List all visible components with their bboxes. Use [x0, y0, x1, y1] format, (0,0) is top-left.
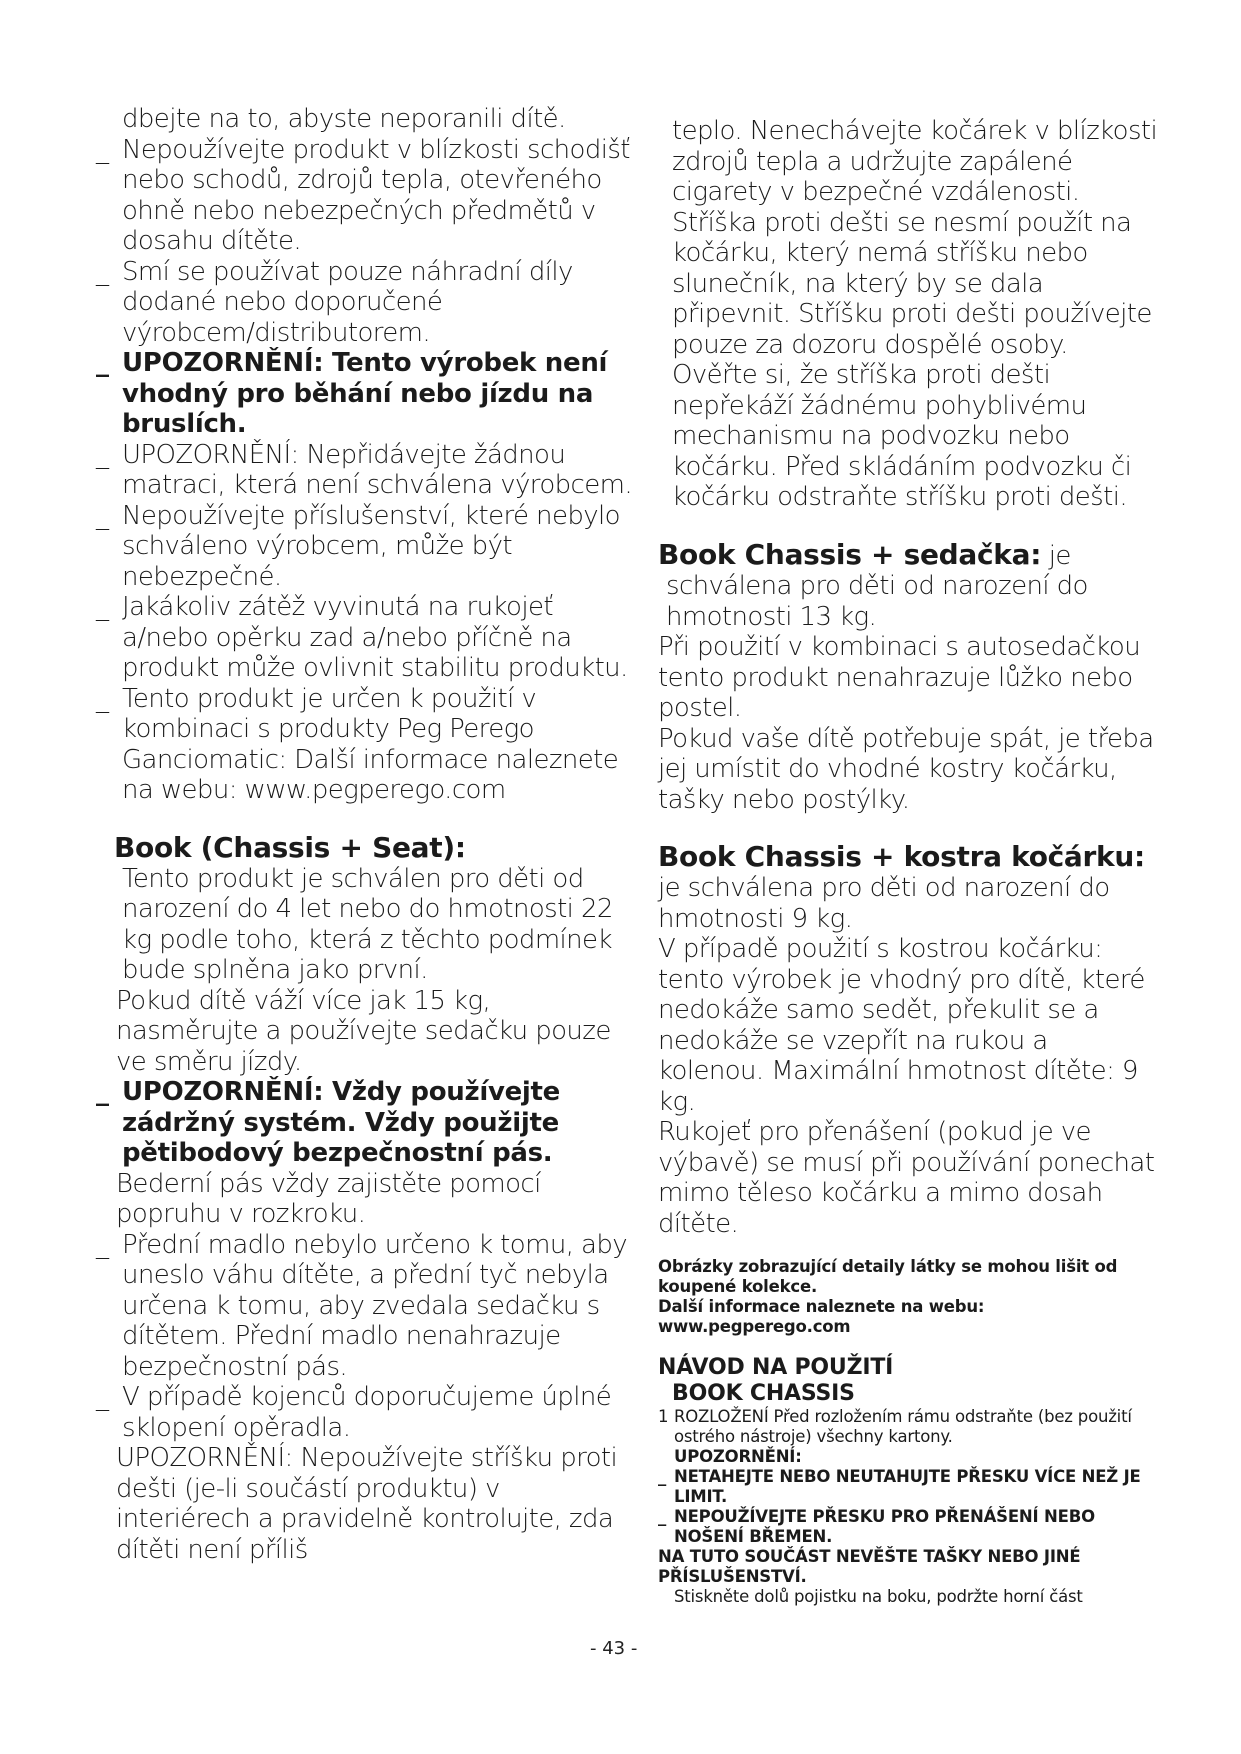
note: Další informace naleznete na webu: www.pegperego.com: [658, 1297, 985, 1336]
warning-label: UPOZORNĚNÍ:: [674, 1447, 802, 1466]
paragraph: je schválena pro děti od narození do hmotnosti 9 kg.: [658, 873, 1110, 934]
bullet-item: _ Přední madlo nebylo určeno k tomu, aby uneslo váhu dítěte, a přední tyč nebyla určena k tomu, aby zvedala sedačku s dítětem. Přední madlo nenahrazuje bezpečnostní pás.: [96, 1229, 628, 1382]
step-item: 1 ROZLOŽENÍ Před rozložením rámu odstraňte (bez použití ostrého nástroje) všechny kartony.: [658, 1407, 1132, 1446]
paragraph: Rukojeť pro přenášení (pokud je ve výbavě) se musí při používání ponechat mimo těleso kočárku a mimo dosah dítěte.: [658, 1117, 1155, 1239]
section-heading: Book Chassis + kostra kočárku:: [658, 840, 1145, 873]
bullet-item: _ Smí se používat pouze náhradní díly dodané nebo doporučené výrobcem/distributorem.: [96, 256, 573, 348]
bullet-item: _ Nepoužívejte příslušenství, které nebylo schváleno výrobcem, může být nebezpečné.: [96, 500, 620, 592]
paragraph: teplo. Nenechávejte kočárek v blízkosti zdrojů tepla a udržujte zapálené cigarety v bezpečné vzdálenosti. Stříška proti dešti se nesmí použít na kočárku, který nemá stříšku nebo slunečník, na který by se dala připevnit. Stříšku proti dešti používejte pouze za dozoru dospělé osoby. Ověřte si, že stříška proti dešti nepřekáží žádnému pohyblivému mechanismu na podvozku nebo kočárku. Před skládáním podvozku či kočárku odstraňte stříšku proti dešti.: [672, 116, 1158, 512]
warning-item: _ NETAHEJTE NEBO NEUTAHUJTE PŘESKU VÍCE NEŽ JE LIMIT.: [658, 1467, 1141, 1506]
warning-bullet: _ UPOZORNĚNÍ: Tento výrobek není vhodný pro běhání nebo jízdu na bruslích.: [96, 348, 608, 439]
paragraph: schválena pro děti od narození do hmotnosti 13 kg.: [666, 571, 1088, 632]
bullet-item: _ Jakákoliv zátěž vyvinutá na rukojeť a/nebo opěrku zad a/nebo příčně na produkt může ovlivnit stabilitu produktu.: [96, 592, 628, 683]
warning-item: NA TUTO SOUČÁST NEVĚŠTE TAŠKY NEBO JINÉ PŘÍSLUŠENSTVÍ.: [658, 1547, 1081, 1586]
section-heading: Book Chassis + sedačka: je: [658, 537, 1071, 571]
bullet-item: _ V případě kojenců doporučujeme úplné sklopení opěradla.: [96, 1382, 612, 1443]
right-column: [658, 116, 1158, 1607]
paragraph: Bederní pás vždy zajistěte pomocí popruhu v rozkroku.: [116, 1168, 541, 1229]
instructions-heading: NÁVOD NA POUŽITÍ: [658, 1355, 894, 1380]
paragraph: Tento produkt je schválen pro děti od narození do 4 let nebo do hmotnosti 22 kg podle toho, která z těchto podmínek bude splněna jako první.: [122, 863, 613, 985]
left-column: [96, 104, 636, 1565]
note: Obrázky zobrazující detaily látky se mohou lišit od koupené kolekce.: [658, 1257, 1118, 1296]
instructions-subheading: BOOK CHASSIS: [672, 1381, 855, 1406]
paragraph: dbejte na to, abyste neporanili dítě.: [122, 104, 566, 134]
paragraph: Při použití v kombinaci s autosedačkou tento produkt nenahrazuje lůžko nebo postel.: [658, 632, 1141, 723]
paragraph: UPOZORNĚNÍ: Nepoužívejte stříšku proti dešti (je-li součástí produktu) v interiérech a pravidelně kontrolujte, zda dítěti není příliš: [116, 1443, 618, 1565]
page-number: - 43 -: [590, 1638, 638, 1659]
warning-bullet: _ UPOZORNĚNÍ: Vždy používejte zádržný systém. Vždy použijte pětibodový bezpečnostní pás.: [96, 1077, 561, 1168]
paragraph: Pokud vaše dítě potřebuje spát, je třeba jej umístit do vhodné kostry kočárku, tašky nebo postýlky.: [658, 723, 1154, 815]
bullet-item: _ Tento produkt je určen k použití v kombinaci s produkty Peg Perego Ganciomatic: Další informace naleznete na webu: www.pegperego.com: [96, 683, 619, 805]
paragraph: V případě použití s kostrou kočárku: tento výrobek je vhodný pro dítě, které nedokáže samo sedět, překulit se a nedokáže se vzepřít na rukou a kolenou. Maximální hmotnost dítěte: 9 kg.: [658, 934, 1145, 1117]
bullet-item: _ UPOZORNĚNÍ: Nepřidávejte žádnou matraci, která není schválena výrobcem.: [96, 439, 633, 500]
section-heading: Book (Chassis + Seat):: [114, 830, 466, 864]
warning-item: _ NEPOUŽÍVEJTE PŘESKU PRO PŘENÁŠENÍ NEBO NOŠENÍ BŘEMEN.: [658, 1507, 1095, 1546]
bullet-item: _ Nepoužívejte produkt v blízkosti schodišť nebo schodů, zdrojů tepla, otevřeného ohně nebo nebezpečných předmětů v dosahu dítěte.: [96, 134, 630, 256]
step-text: Stiskněte dolů pojistku na boku, podržte horní část: [674, 1587, 1083, 1606]
paragraph: Pokud dítě váží více jak 15 kg, nasměrujte a používejte sedačku pouze ve směru jízdy.: [116, 985, 611, 1077]
